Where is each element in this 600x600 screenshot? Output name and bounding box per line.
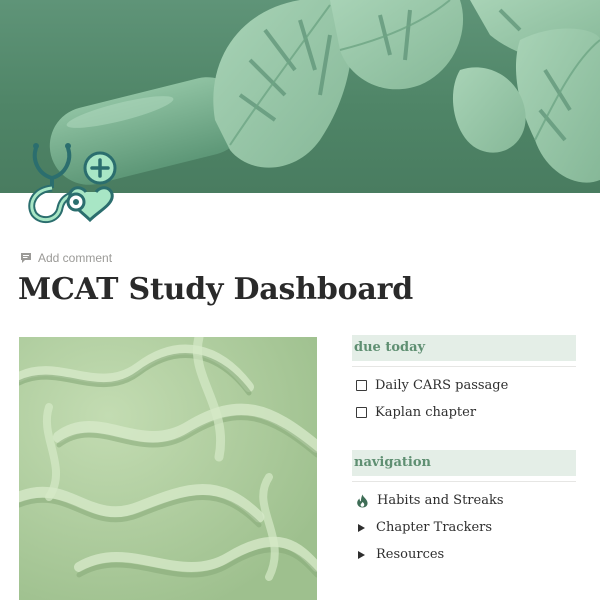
due-today-header: due today [352, 335, 576, 361]
nav-item-habits[interactable] [352, 487, 576, 514]
stethoscope-icon [24, 140, 120, 230]
todo-item-kaplan[interactable] [352, 399, 576, 426]
todo-label: Daily CARS passage [375, 378, 509, 393]
navigation-header: navigation [352, 450, 576, 476]
divider [352, 366, 576, 367]
flame-icon [356, 494, 369, 508]
add-comment-button[interactable] [20, 249, 112, 267]
toggle-triangle-icon[interactable] [358, 551, 365, 559]
todo-label: Kaplan chapter [375, 405, 477, 420]
divider [352, 481, 576, 482]
cream-texture-image [19, 337, 317, 600]
nav-item-chapter-trackers[interactable] [352, 514, 576, 541]
nav-label: Resources [376, 547, 445, 562]
todo-item-cars[interactable] [352, 372, 576, 399]
page-title[interactable]: MCAT Study Dashboard [18, 272, 414, 307]
add-comment-label: Add comment [38, 251, 113, 265]
comment-icon [20, 252, 32, 264]
nav-label: Chapter Trackers [376, 520, 493, 535]
nav-item-resources[interactable] [352, 541, 576, 568]
nav-label: Habits and Streaks [377, 493, 504, 508]
checkbox[interactable] [356, 380, 367, 391]
navigation-list [352, 487, 576, 568]
due-today-list [352, 372, 576, 426]
sidebar-column [352, 335, 576, 568]
toggle-triangle-icon[interactable] [358, 524, 365, 532]
checkbox[interactable] [356, 407, 367, 418]
